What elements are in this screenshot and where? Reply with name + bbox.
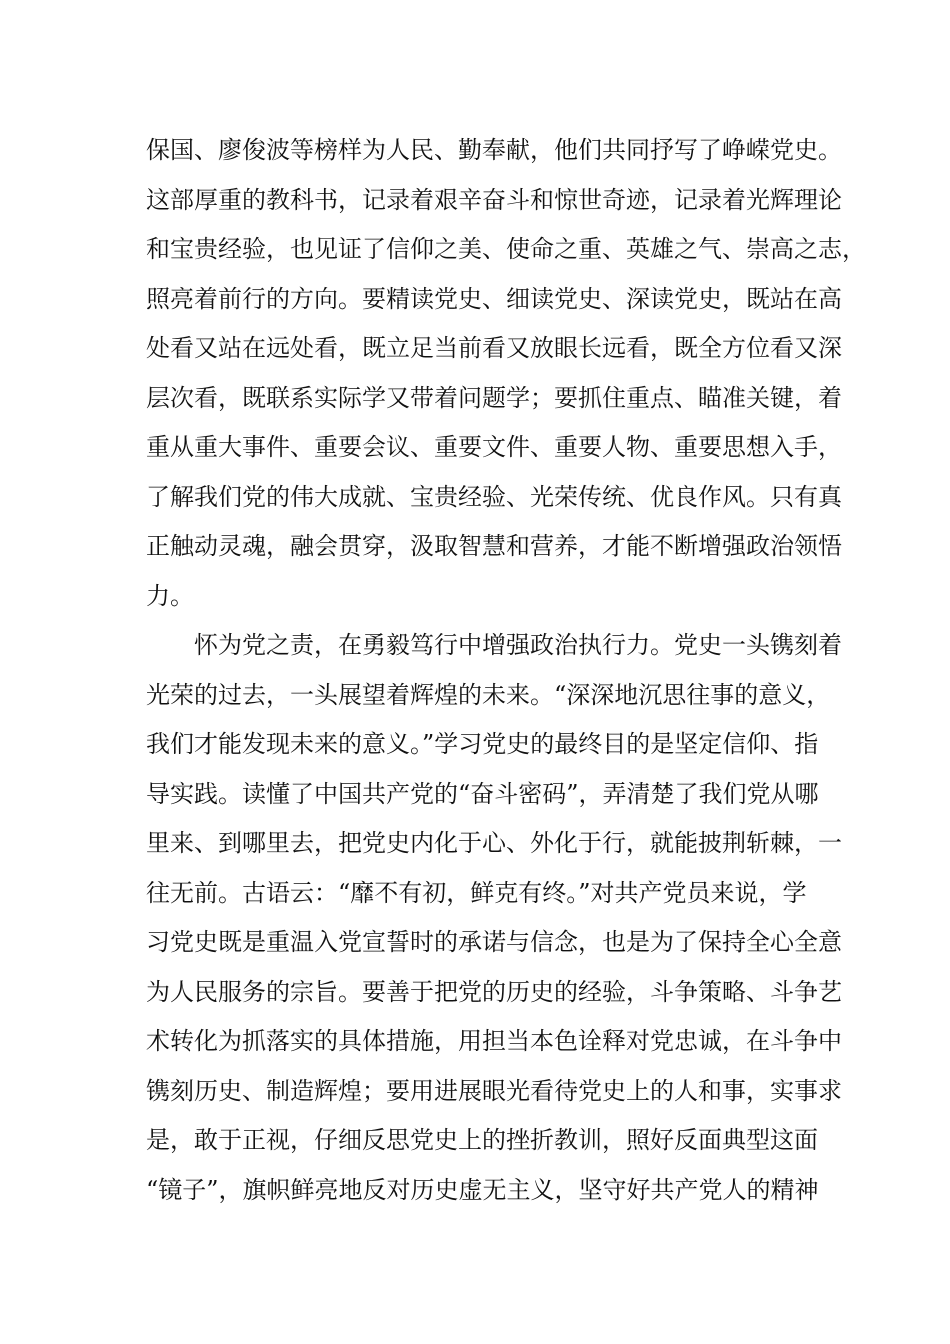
text-line: 术转化为抓落实的具体措施，用担当本色诠释对党忠诚，在斗争中: [146, 1027, 842, 1055]
text-line: 怀为党之责，在勇毅笃行中增强政治执行力。党史一头镌刻着: [194, 631, 842, 659]
paragraph-2: [146, 621, 842, 1215]
text-line: 是，敢于正视，仔细反思党史上的挫折教训，照好反面典型这面: [146, 1126, 818, 1154]
text-line: “镜子”，旗帜鲜亮地反对历史虚无主义，坚守好共产党人的精神: [146, 1175, 819, 1204]
text-line: 我们才能发现未来的意义。”学习党史的最终目的是坚定信仰、指: [146, 730, 819, 758]
text-line: 里来、到哪里去，把党史内化于心、外化于行，就能披荆斩棘，一: [146, 829, 842, 857]
text-line: 往无前。古语云：“靡不有初，鲜克有终。”对共产党员来说，学: [146, 878, 807, 907]
text-line: 层次看，既联系实际学又带着问题学；要抓住重点、瞄准关键，着: [146, 383, 842, 412]
text-line: 正触动灵魂，融会贯穿，汲取智慧和营养，才能不断增强政治领悟: [146, 532, 842, 560]
text-line: 和宝贵经验，也见证了信仰之美、使命之重、英雄之气、崇高之志，: [146, 235, 866, 263]
text-line: 保国、廖俊波等榜样为人民、勤奉献，他们共同抒写了峥嵘党史。: [146, 136, 842, 164]
text-line: 重从重大事件、重要会议、重要文件、重要人物、重要思想入手，: [146, 433, 842, 461]
text-line: 这部厚重的教科书，记录着艰辛奋斗和惊世奇迹，记录着光辉理论: [146, 185, 842, 214]
paragraph-1: [146, 126, 866, 621]
text-line: 处看又站在远处看，既立足当前看又放眼长远看，既全方位看又深: [146, 334, 842, 362]
body-text: [146, 126, 866, 1215]
text-line: 了解我们党的伟大成就、宝贵经验、光荣传统、优良作风。只有真: [146, 482, 842, 511]
text-line: 照亮着前行的方向。要精读党史、细读党史、深读党史，既站在高: [146, 284, 842, 313]
text-line: 习党史既是重温入党宣誓时的承诺与信念，也是为了保持全心全意: [146, 928, 842, 956]
text-line: 光荣的过去，一头展望着辉煌的未来。“深深地沉思往事的意义，: [146, 680, 831, 709]
text-line: 力。: [146, 581, 194, 610]
text-line: 为人民服务的宗旨。要善于把党的历史的经验，斗争策略、斗争艺: [146, 977, 842, 1006]
text-line: 导实践。读懂了中国共产党的“奋斗密码”，弄清楚了我们党从哪: [146, 779, 819, 808]
text-line: 镌刻历史、制造辉煌；要用进展眼光看待党史上的人和事，实事求: [146, 1076, 842, 1105]
